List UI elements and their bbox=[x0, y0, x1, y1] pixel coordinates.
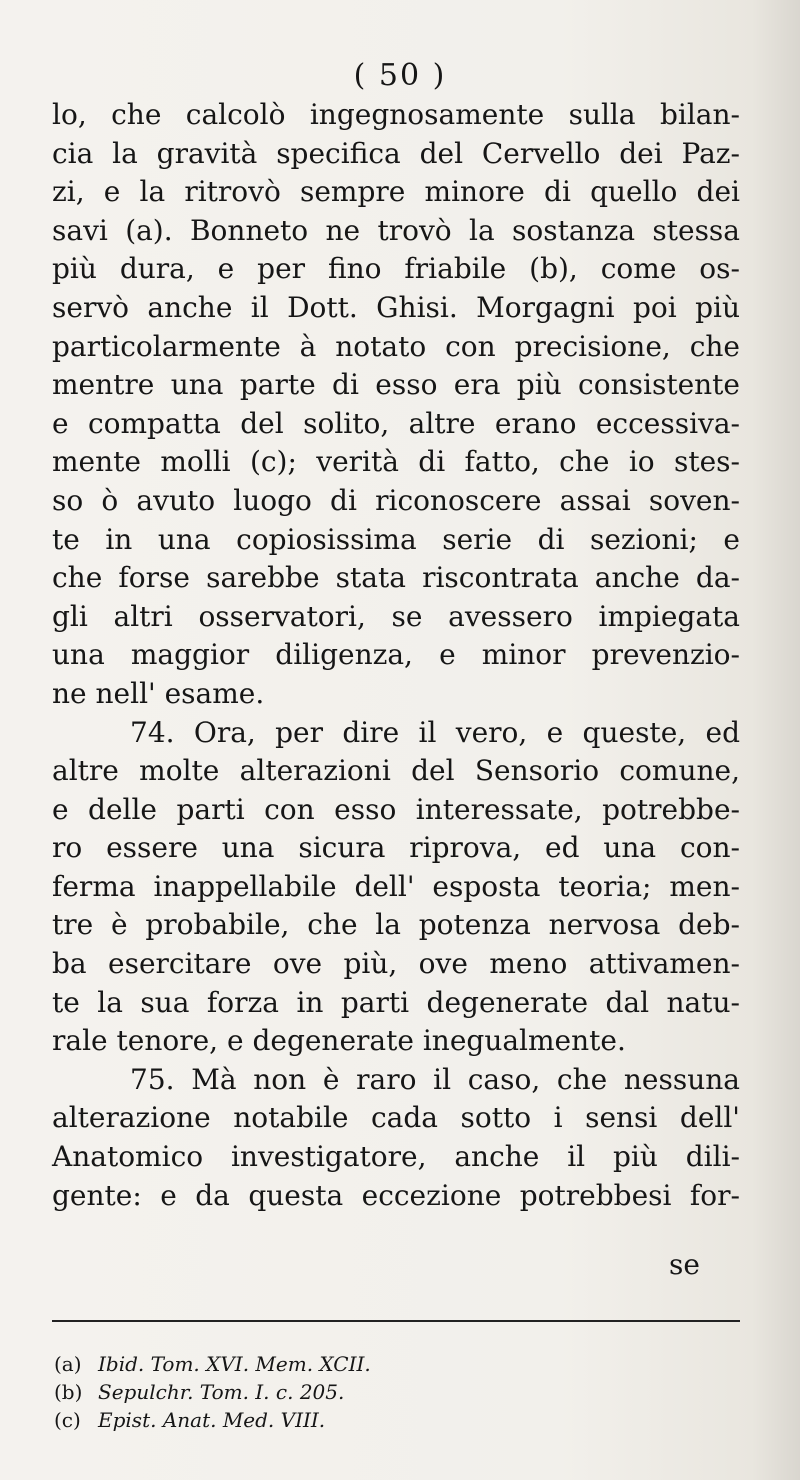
text-line: lo, che calcolò ingegnosamente sulla bilan- bbox=[52, 98, 740, 131]
text-line: e compatta del solito, altre erano eccessiva- bbox=[52, 406, 740, 440]
footnote-mark: (c) bbox=[54, 1408, 81, 1432]
text-line: gente: e da questa eccezione potrebbesi for- bbox=[52, 1178, 740, 1212]
footnote bbox=[54, 1406, 740, 1434]
text-line: rale tenore, e degenerate inegualmente. bbox=[52, 1024, 626, 1058]
catchword: se bbox=[669, 1248, 700, 1281]
text-line: te la sua forza in parti degenerate dal natu- bbox=[52, 985, 740, 1019]
text-line: gli altri osservatori, se avessero impiegata bbox=[52, 599, 740, 633]
footnote-text: Sepulchr. Tom. I. c. 205. bbox=[98, 1380, 345, 1404]
text-line: savi (a). Bonneto ne trovò la sostanza stessa bbox=[52, 213, 740, 247]
footnote-mark: (a) bbox=[54, 1352, 82, 1376]
footnote bbox=[54, 1378, 740, 1406]
paragraph-75-start: 75. Mà non è raro il caso, che nessuna bbox=[130, 1062, 740, 1096]
footnote bbox=[54, 1350, 740, 1378]
text-line: tre è probabile, che la potenza nervosa deb- bbox=[52, 908, 740, 942]
footnote-mark: (b) bbox=[54, 1380, 83, 1404]
footnote-text: Epist. Anat. Med. VIII. bbox=[98, 1408, 326, 1432]
text-line: Anatomico investigatore, anche il più dili- bbox=[52, 1140, 740, 1174]
text-line: che forse sarebbe stata riscontrata anche da- bbox=[52, 561, 740, 595]
paragraph-74-start: 74. Ora, per dire il vero, e queste, ed bbox=[130, 715, 740, 749]
text-line: ferma inappellabile dell' esposta teoria; men- bbox=[52, 869, 740, 903]
text-line: zi, e la ritrovò sempre minore di quello dei bbox=[52, 175, 740, 209]
text-line: servò anche il Dott. Ghisi. Morgagni poi più bbox=[52, 290, 740, 324]
text-line: e delle parti con esso interessate, potrebbe- bbox=[52, 792, 740, 826]
text-line: alterazione notabile cada sotto i sensi dell' bbox=[52, 1101, 740, 1135]
text-line: ba esercitare ove più, ove meno attivamen- bbox=[52, 947, 740, 981]
page-number: ( 50 ) bbox=[353, 58, 447, 93]
text-line: mentre una parte di esso era più consistente bbox=[52, 368, 740, 402]
text-line: te in una copiosissima serie di sezioni; e bbox=[52, 522, 740, 556]
text-line: particolarmente à notato con precisione, che bbox=[52, 329, 740, 363]
text-line: una maggior diligenza, e minor prevenzio- bbox=[52, 638, 740, 672]
text-line: altre molte alterazioni del Sensorio comune, bbox=[52, 754, 740, 788]
text-line: mente molli (c); verità di fatto, che io stes- bbox=[52, 445, 740, 479]
footnote-text: Ibid. Tom. XVI. Mem. XCII. bbox=[98, 1352, 371, 1376]
footnotes bbox=[54, 1350, 740, 1434]
body-text bbox=[52, 96, 740, 1215]
text-line: so ò avuto luogo di riconoscere assai soven- bbox=[52, 483, 740, 517]
text-line: cia la gravità specifica del Cervello dei Paz- bbox=[52, 136, 740, 170]
text-line: più dura, e per fino friabile (b), come os- bbox=[52, 252, 740, 286]
footnote-rule bbox=[52, 1320, 740, 1322]
text-line: ne nell' esame. bbox=[52, 676, 265, 710]
text-line: ro essere una sicura riprova, ed una con- bbox=[52, 831, 740, 865]
